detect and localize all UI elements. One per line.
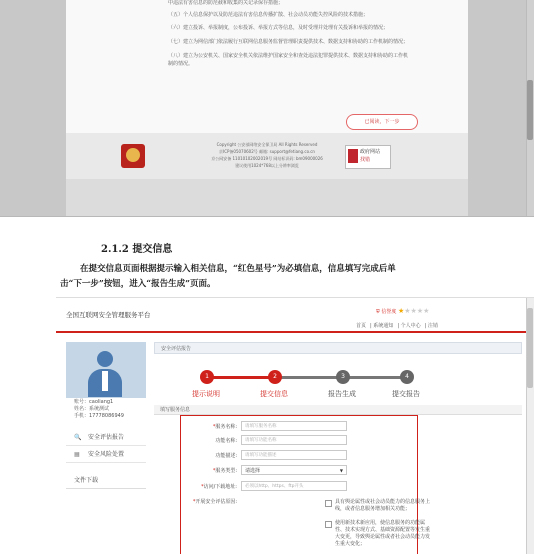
star-icon: ★ (404, 307, 411, 315)
header-divider (56, 331, 526, 333)
feature-desc-label: 功能描述: (215, 453, 237, 459)
link-profile[interactable]: 个人中心 (400, 323, 421, 329)
star-icon: ★ (397, 307, 405, 315)
footer-copyright: Copyright 公安部网络安全保卫局 All Rights Reserved (216, 142, 318, 147)
step-4-circle: 4 (400, 370, 414, 384)
avatar (66, 342, 146, 398)
rule-line: （七）建立为网信部门依法履行互联网信息服务监督管理职责提供技术、数据支持和协助的工作机制的情况； (168, 39, 409, 45)
page-margin-left (0, 0, 66, 216)
panel-title: 安全评估报告 (154, 342, 522, 354)
step-2-circle: 2 (268, 370, 282, 384)
user-icon-tie (102, 371, 108, 391)
feature-desc-input[interactable]: 请填写功能描述 (241, 450, 347, 460)
step-4-label: 提交报告 (392, 390, 420, 398)
search-icon: 🔍 (74, 434, 82, 441)
rule-line: 中违法有害信息的防范截和收集的关记录保存措施； (168, 0, 284, 6)
chevron-down-icon: ▼ (339, 468, 343, 473)
gov-badge-line2: 找错 (360, 157, 371, 163)
screenshot-previous-step (0, 0, 534, 217)
reason-checkbox-1[interactable] (325, 500, 332, 507)
police-emblem-icon (121, 144, 145, 168)
sidebar-item-risk[interactable] (66, 448, 146, 463)
scrollbar-thumb[interactable] (527, 308, 533, 388)
rule-line: （五）个人信息保护以及防范违法有害信息传播扩散、社会动员功能失控风险的技术措施； (168, 12, 369, 18)
scrollbar-thumb[interactable] (527, 80, 533, 140)
service-name-label: *服务名称: (212, 424, 237, 430)
reason-checkbox-2[interactable] (325, 521, 332, 528)
sidebar-item-label: 安全评估报告 (88, 434, 125, 441)
step-3-label: 报告生成 (328, 390, 356, 398)
sidebar-section-downloads[interactable] (66, 474, 146, 489)
feature-name-input[interactable]: 请填写功能名称 (241, 435, 347, 445)
reason-option-line: 具有舆论属性或社会动员能力的信息服务上 (335, 499, 431, 505)
access-url-input[interactable]: 必须以http、https、ftp开头 (241, 481, 347, 491)
assessment-reason-label: *开展安全评估原因: (192, 499, 237, 505)
grid-icon: ▦ (74, 451, 80, 458)
feature-name-label: 功能名称: (215, 438, 237, 444)
service-type-select[interactable] (241, 465, 347, 475)
shield-icon: ⛨ (376, 309, 380, 315)
star-icon: ★ (410, 307, 417, 315)
service-type-value: 请选择 (245, 468, 261, 474)
footer-icp: 京ICP备05070602号 邮箱: support@fetiang.co.cn (219, 149, 315, 154)
paragraph-line: 击“下一步”按钮，进入“报告生成”页面。 (60, 279, 216, 289)
access-url-label: *访问/下载地址: (201, 484, 237, 490)
step-1-label: 提示说明 (192, 390, 220, 398)
rule-line: （八）建立为公安机关、国家安全机关依法维护国家安全和查处违法犯罪提供技术、数据支持和协助的工作机 (168, 53, 409, 59)
paragraph-line: 在提交信息页面根据提示输入相关信息，“红色星号”为必填信息，信息填写完成后单 (80, 264, 396, 274)
footer-record: 京公网安备 11010102002019号 网站标识码: bm09000026 (211, 156, 323, 161)
rule-line: （六）建立投诉、举报制度，公布投诉、举报方式等信息，及时受理并处理有关投诉和举报的情况； (168, 25, 389, 31)
service-type-label: *服务类型: (212, 468, 237, 474)
user-icon-head (97, 351, 113, 367)
step-1-circle: 1 (200, 370, 214, 384)
star-icon: ★ (423, 307, 430, 315)
screenshot-submit-info (56, 297, 534, 554)
link-home[interactable]: 首页 (356, 323, 367, 329)
read-next-button[interactable]: 已阅读，下一步 (346, 114, 418, 130)
platform-title: 全国互联网安全管理服务平台 (66, 311, 151, 319)
rule-line: 制的情况。 (168, 61, 194, 67)
user-account: 账号：caoliang1 (74, 399, 114, 405)
progress-done (204, 376, 272, 379)
reason-option-line: 使用新技术新应用，使信息服务的功能属 (335, 520, 426, 526)
sidebar-section-label: 文件下载 (74, 477, 99, 484)
section-title: 填写服务信息 (154, 405, 522, 415)
footer-resolution: 建议使用1024*768以上分辨率浏览 (235, 163, 299, 168)
credit-rating (376, 307, 429, 315)
sidebar-item-label: 安全风险处置 (88, 451, 125, 458)
reason-option-line: 大变更，导致舆论属性或者社会动员能力发 (335, 534, 431, 540)
top-bar (56, 298, 526, 332)
top-links: 首页 | 系统通知 | 个人中心 | 注销 (356, 323, 438, 329)
link-logout[interactable]: 注销 (427, 323, 438, 329)
step-3-circle: 3 (336, 370, 350, 384)
user-name: 姓名：系统测试 (74, 406, 110, 412)
reason-option-line: 性、技术实现方式、基础资源配置等发生重 (335, 527, 431, 533)
service-form (180, 415, 431, 554)
reason-option-line: 生重大变化； (335, 541, 366, 547)
star-icon: ★ (416, 307, 424, 315)
gov-site-badge[interactable] (345, 145, 391, 169)
step-2-label: 提交信息 (260, 390, 288, 398)
page-margin-right (468, 0, 534, 216)
section-heading: 2.1.2 提交信息 (101, 244, 173, 255)
reason-option-line: 线，或者信息服务增加相关功能； (335, 506, 411, 512)
gov-badge-line1: 政府网站 (360, 149, 381, 155)
link-notifications[interactable]: 系统通知 (373, 323, 394, 329)
credit-label: 信誉度 (381, 309, 397, 315)
sidebar-item-assessment[interactable] (66, 431, 146, 446)
gov-badge-icon (348, 149, 358, 163)
user-phone: 手机：17778086949 (74, 413, 124, 419)
service-name-input[interactable]: 请填写服务名称 (241, 421, 347, 431)
